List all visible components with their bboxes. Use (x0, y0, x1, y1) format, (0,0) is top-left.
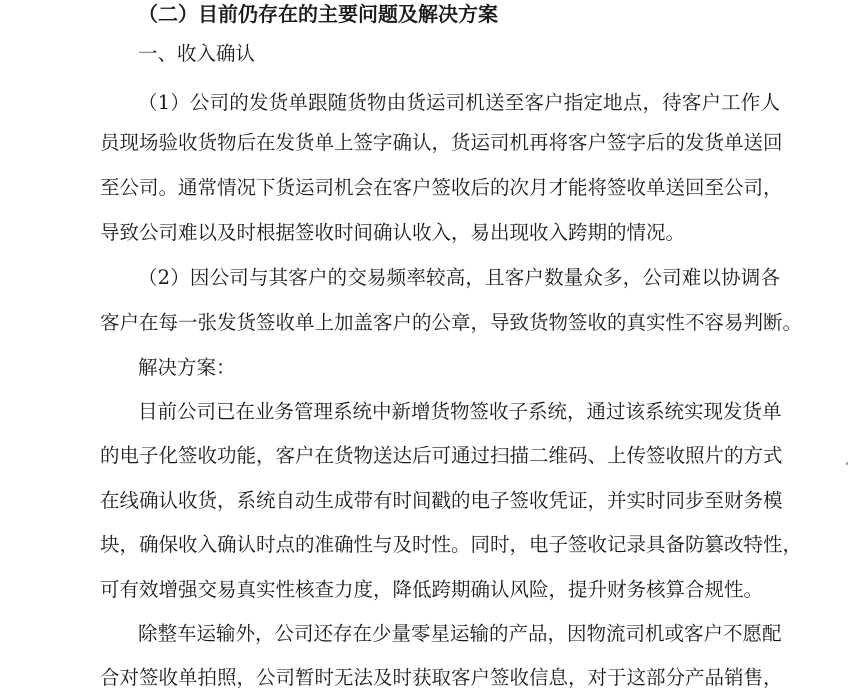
paragraph-2-line-1: （2）因公司与其客户的交易频率较高，且客户数量众多，公司难以协调各 (138, 266, 780, 289)
scan-speck (846, 462, 848, 465)
paragraph-1-line-4: 导致公司难以及时根据签收时间确认收入，易出现收入跨期的情况。 (100, 221, 686, 244)
solution-title: 解决方案： (138, 356, 236, 379)
paragraph-3-line-1: 目前公司已在业务管理系统中新增货物签收子系统，通过该系统实现发货单 (138, 400, 782, 423)
paragraph-3-line-4: 块，确保收入确认时点的准确性与及时性。同时，电子签收记录具备防篡改特性， (100, 533, 803, 556)
paragraph-2-line-2: 客户在每一张发货签收单上加盖客户的公章，导致货物签收的真实性不容易判断。 (100, 311, 803, 334)
section-heading: （二）目前仍存在的主要问题及解决方案 (138, 2, 498, 26)
paragraph-1-line-3: 至公司。通常情况下货运司机会在客户签收后的次月才能将签收单送回至公司， (100, 176, 783, 199)
paragraph-1-line-2: 员现场验收货物后在发货单上签字确认，货运司机再将客户签字后的发货单送回 (100, 131, 783, 154)
paragraph-3-line-5: 可有效增强交易真实性核查力度，降低跨期确认风险，提升财务核算合规性。 (100, 578, 764, 601)
paragraph-1-line-1: （1）公司的发货单跟随货物由货运司机送至客户指定地点，待客户工作人 (138, 91, 780, 114)
subsection-title: 一、收入确认 (138, 42, 256, 65)
paragraph-4-line-2: 合对签收单拍照，公司暂时无法及时获取客户签收信息，对于这部分产品销售， (100, 666, 783, 689)
paragraph-4-line-1: 除整车运输外，公司还存在少量零星运输的产品，因物流司机或客户不愿配 (138, 622, 782, 645)
paragraph-3-line-3: 在线确认收货，系统自动生成带有时间戳的电子签收凭证，并实时同步至财务模 (100, 489, 783, 512)
paragraph-3-line-2: 的电子化签收功能，客户在货物送达后可通过扫描二维码、上传签收照片的方式 (100, 444, 783, 467)
